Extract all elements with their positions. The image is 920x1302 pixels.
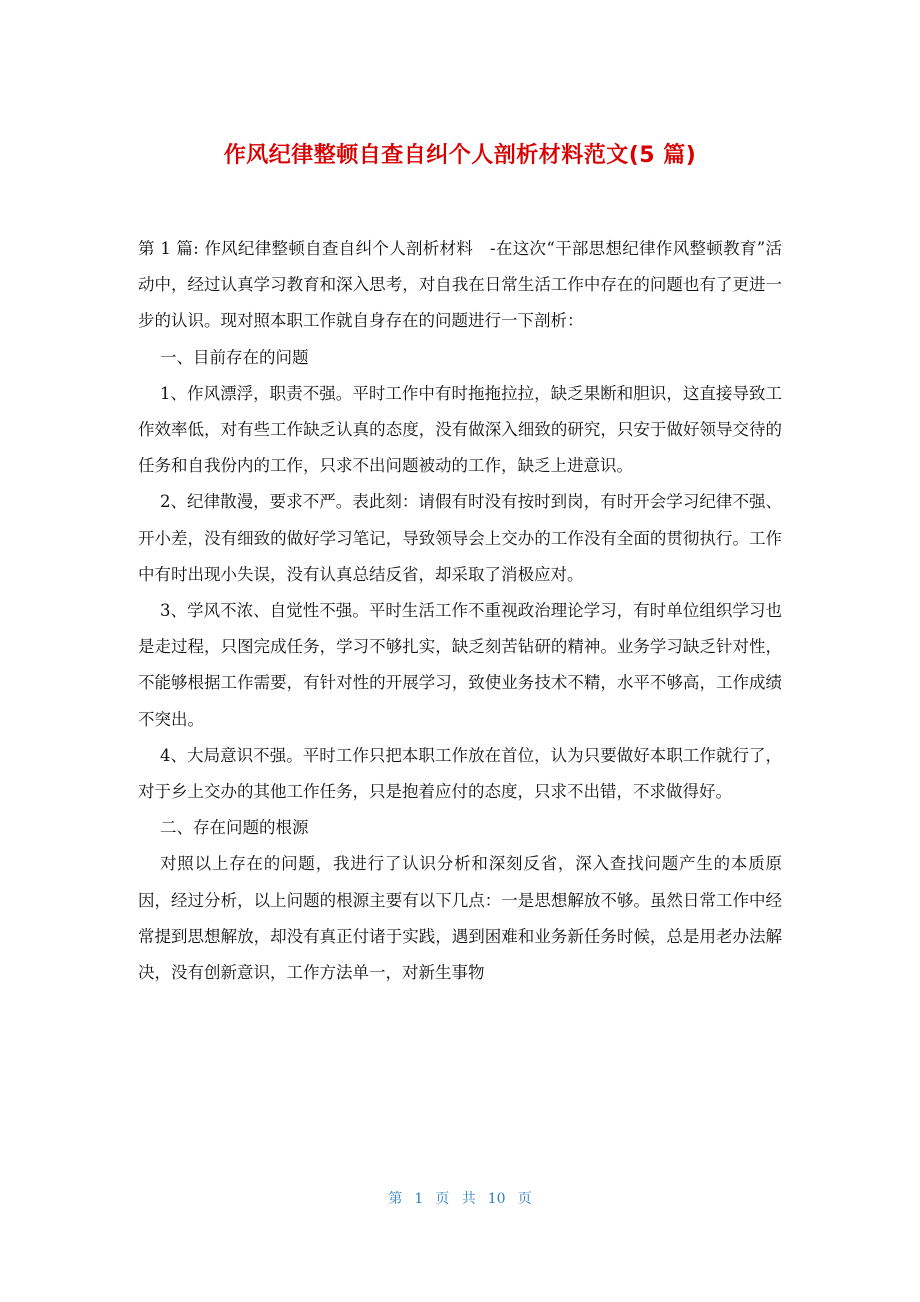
section-heading-roots: 二、存在问题的根源	[160, 818, 309, 838]
paragraph-item-3: 3、学风不浓、自觉性不强。平时生活工作不重视政治理论学习，有时单位组织学习也是走过程，只图完成任务，学习不够扎实，缺乏刻苦钻研的精神。业务学习缺乏针对性，不能够根据工作需要，有针对性的开展学习，致使业务技术不精，水平不够高，工作成绩不突出。	[138, 601, 782, 729]
paragraph-analysis: 对照以上存在的问题，我进行了认识分析和深刻反省，深入查找问题产生的本质原因，经过分析，以上问题的根源主要有以下几点：一是思想解放不够。虽然日常工作中经常提到思想解放，却没有真正付诸于实践，遇到困难和业务新任务时候，总是用老办法解决，没有创新意识，工作方法单一，对新生事物	[138, 854, 782, 983]
footer-label-di: 第	[388, 1191, 403, 1207]
paragraph-item-1: 1、作风漂浮，职责不强。平时工作中有时拖拖拉拉，缺乏果断和胆识，这直接导致工作效率低，对有些工作缺乏认真的态度，没有做深入细致的研究，只安于做好领导交待的任务和自我份内的工作，只求不出问题被动的工作，缺乏上进意识。	[138, 383, 782, 476]
paragraph-item-4: 4、大局意识不强。平时工作只把本职工作放在首位，认为只要做好本职工作就行了，对于乡上交办的其他工作任务，只是抱着应付的态度，只求不出错，不求做得好。	[138, 745, 782, 802]
page-footer	[0, 1188, 920, 1208]
footer-page-number: 1	[414, 1191, 424, 1207]
section-heading-problems: 一、目前存在的问题	[160, 347, 309, 367]
document-body	[138, 231, 782, 991]
footer-label-ye-gong: 页 共	[435, 1191, 476, 1207]
footer-total-pages: 10	[487, 1191, 506, 1207]
paragraph-intro: 第 1 篇: 作风纪律整顿自查自纠个人剖析材料 -在这次“干部思想纪律作风整顿教育”活动中，经过认真学习教育和深入思考，对自我在日常生活工作中存在的问题也有了更进一步的认识。现对照本职工作就自身存在的问题进行一下剖析：	[138, 239, 782, 331]
document-title: 作风纪律整顿自查自纠个人剖析材料范文(5 篇)	[223, 143, 697, 168]
paragraph-item-2: 2、纪律散漫，要求不严。表此刻：请假有时没有按时到岗，有时开会学习纪律不强、开小差，没有细致的做好学习笔记，导致领导会上交办的工作没有全面的贯彻执行。工作中有时出现小失误，没有认真总结反省，却采取了消极应对。	[138, 492, 782, 584]
footer-label-ye: 页	[517, 1191, 532, 1207]
